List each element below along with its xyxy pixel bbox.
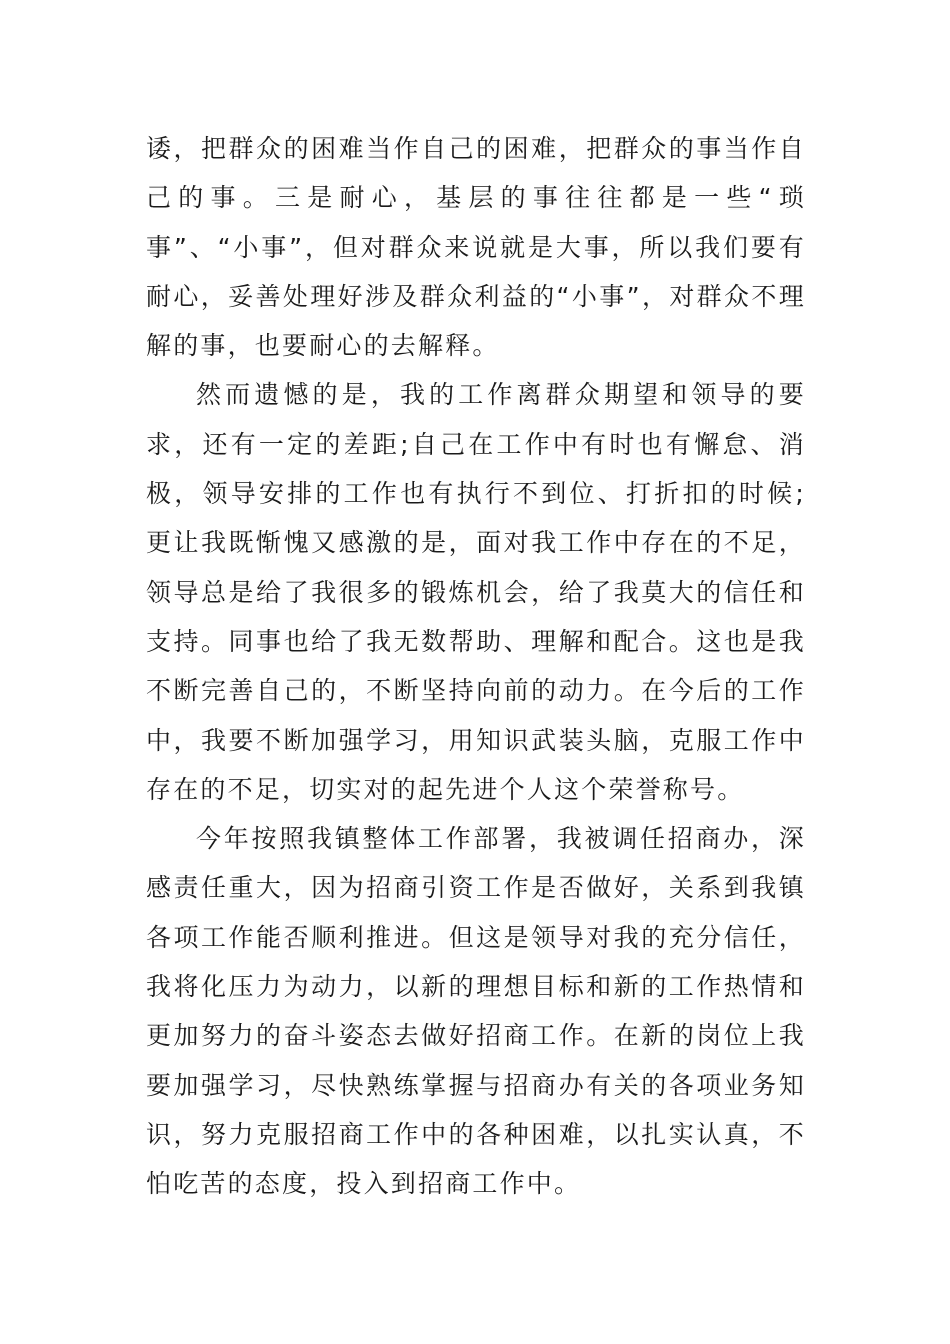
paragraph-investment-office: 今年按照我镇整体工作部署，我被调任招商办，深感责任重大，因为招商引资工作是否做好，关系到我镇各项工作能否顺利推进。但这是领导对我的充分信任，我将化压力为动力，以新的理想目标和新的工作热情和更加努力的奋斗姿态去做好招商工作。在新的岗位上我要加强学习，尽快熟练掌握与招商办有关的各项业务知识，努力克服招商工作中的各种困难，以扎实认真，不怕吃苦的态度，投入到招商工作中。 [146,824,806,1199]
document-body [146,124,806,1209]
paragraph-continuation: 诿，把群众的困难当作自己的困难，把群众的事当作自己的事。三是耐心，基层的事往往都是一些“琐事”、“小事”，但对群众来说就是大事，所以我们要有耐心，妥善处理好涉及群众利益的“小事”，对群众不理解的事，也要耐心的去解释。 [146,134,806,361]
paragraph-shortcomings: 然而遗憾的是，我的工作离群众期望和领导的要求，还有一定的差距;自己在工作中有时也有懈怠、消极，领导安排的工作也有执行不到位、打折扣的时候;更让我既惭愧又感激的是，面对我工作中存在的不足，领导总是给了我很多的锻炼机会，给了我莫大的信任和支持。同事也给了我无数帮助、理解和配合。这也是我不断完善自己的，不断坚持向前的动力。在今后的工作中，我要不断加强学习，用知识武装头脑，克服工作中存在的不足，切实对的起先进个人这个荣誉称号。 [146,380,806,804]
